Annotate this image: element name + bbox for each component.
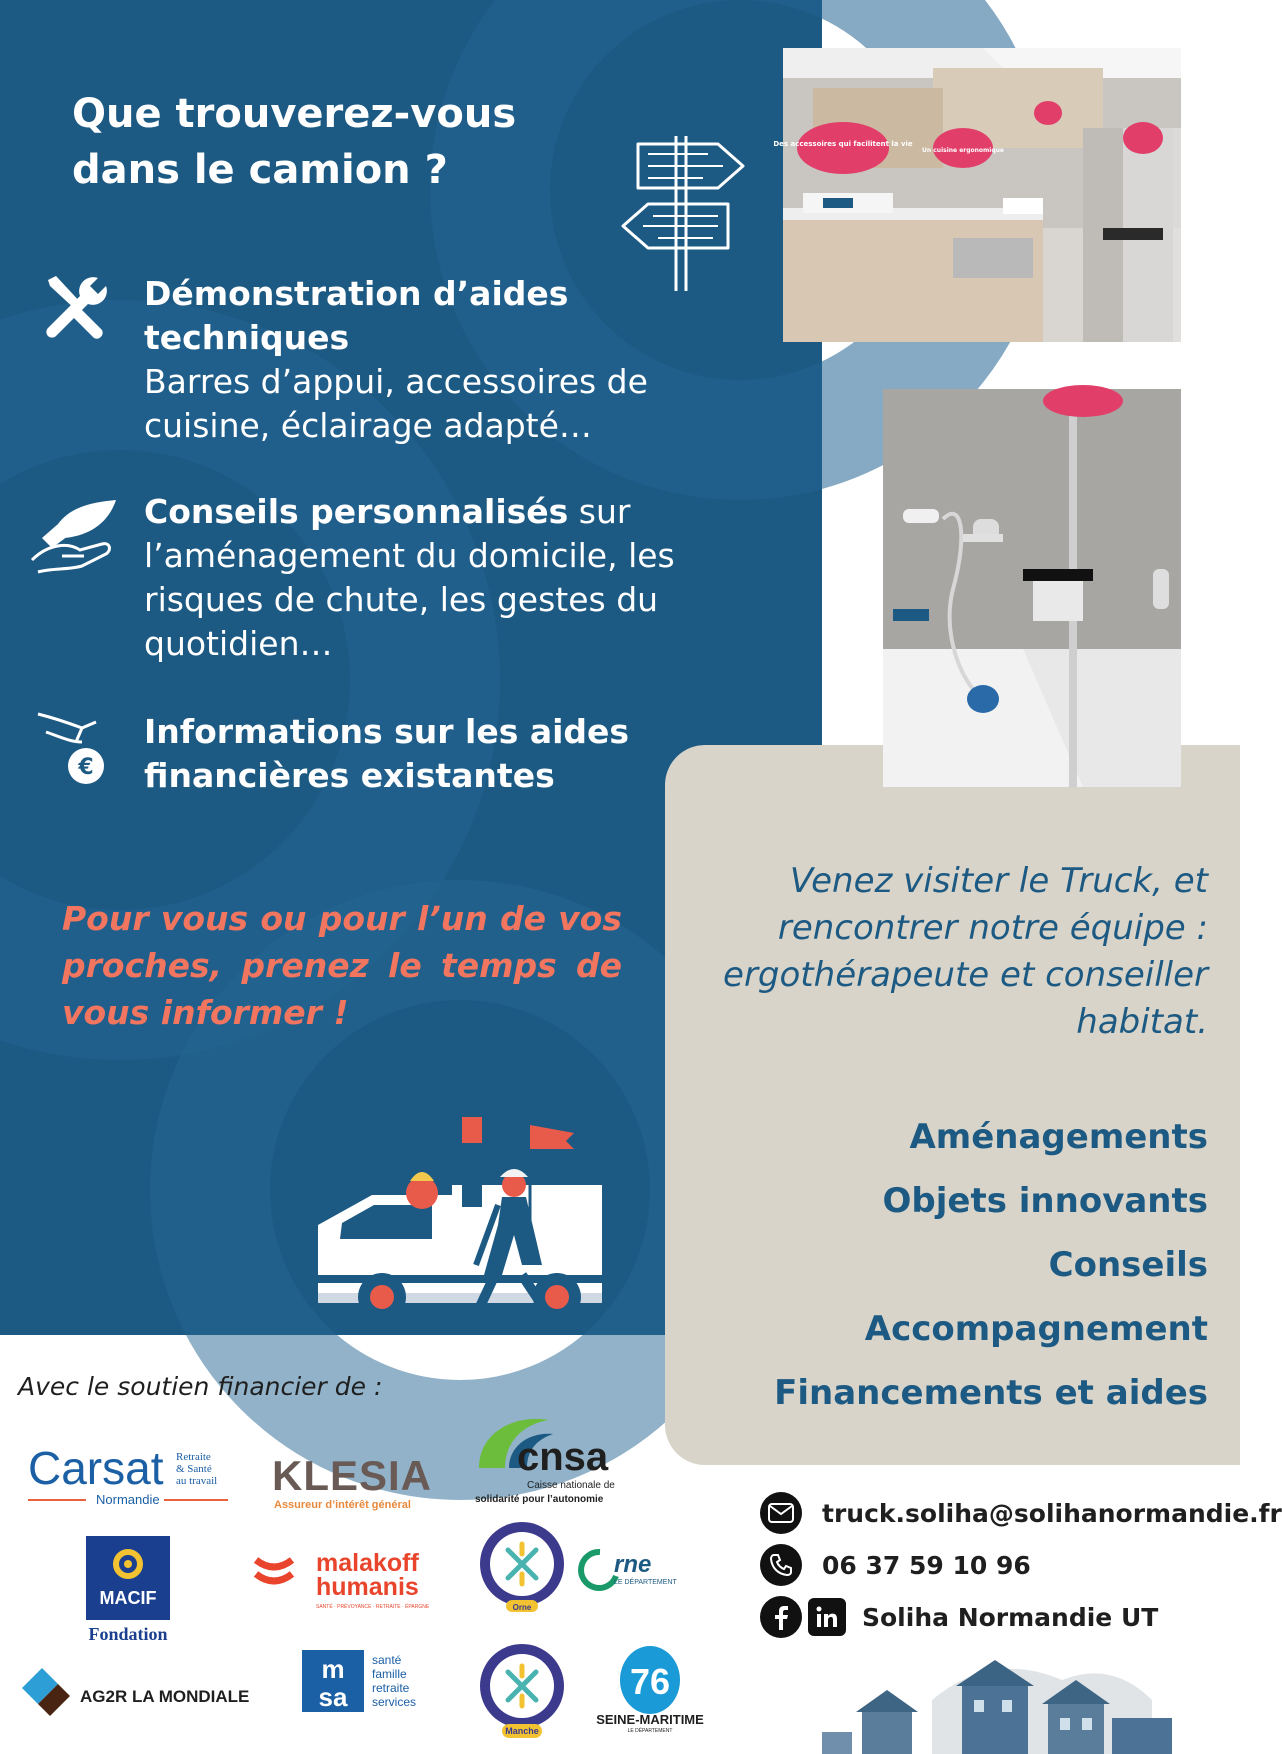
logo-orne: [578, 1546, 690, 1596]
facebook-icon: [760, 1596, 802, 1638]
svg-text:AG2R LA MONDIALE: AG2R LA MONDIALE: [80, 1687, 250, 1706]
svg-text:76: 76: [629, 1661, 671, 1702]
helping-hands-icon: [28, 494, 120, 574]
houses-illustration: [812, 1640, 1202, 1754]
signpost-icon: [618, 126, 748, 296]
svg-text:LE DÉPARTEMENT: LE DÉPARTEMENT: [627, 1728, 673, 1734]
svg-text:SEINE-MARITIME: SEINE-MARITIME: [596, 1712, 704, 1727]
svg-text:cnsa: cnsa: [517, 1435, 609, 1479]
svg-text:€: €: [78, 755, 94, 780]
tagline: Pour vous ou pour l’un de vos proches, prenez le temps de vous informer !: [62, 899, 622, 1032]
svg-text:humanis: humanis: [316, 1573, 419, 1601]
svg-text:SANTÉ · PRÉVOYANCE · RETRAITE: SANTÉ · PRÉVOYANCE · RETRAITE · ÉPARGNE: [316, 1604, 430, 1610]
svg-text:Retraite: Retraite: [176, 1451, 211, 1463]
svg-text:Manche: Manche: [505, 1726, 539, 1736]
contact-phone[interactable]: [760, 1544, 1031, 1586]
social-handle: Soliha Normandie UT: [862, 1602, 1159, 1632]
linkedin-icon: [808, 1598, 846, 1636]
support-label: Avec le soutien financier de :: [18, 1372, 383, 1401]
feature-description: sur l’aménagement du domicile, les risques de chute, les gestes du quotidien…: [144, 492, 675, 663]
svg-text:Assureur d’intérêt général: Assureur d’intérêt général: [274, 1499, 411, 1511]
service-item: Aménagements: [909, 1117, 1208, 1157]
logo-malakoff-humanis: [254, 1548, 434, 1614]
logo-commission-manche: [478, 1636, 566, 1750]
logo-carsat: [28, 1440, 233, 1516]
feature-title: Informations sur les aides financières existantes: [144, 712, 630, 795]
tools-icon: [40, 272, 112, 344]
email-address: truck.soliha@solihanormandie.fr: [822, 1498, 1282, 1528]
euro-coin-icon: [36, 708, 110, 788]
svg-text:solidarité pour l’autonomie: solidarité pour l’autonomie: [475, 1494, 604, 1505]
logo-msa: [302, 1650, 436, 1718]
feature-description: Barres d’appui, accessoires de cuisine, éclairage adapté…: [144, 362, 648, 445]
logo-cnsa: [475, 1412, 635, 1516]
svg-text:LE DÉPARTEMENT: LE DÉPARTEMENT: [614, 1579, 677, 1586]
svg-text:sa: sa: [318, 1682, 348, 1712]
svg-text:rne: rne: [614, 1551, 652, 1578]
bathroom-photo: [883, 389, 1181, 787]
service-item: Objets innovants: [882, 1181, 1208, 1221]
svg-text:famille: famille: [372, 1667, 407, 1681]
svg-text:Normandie: Normandie: [96, 1492, 160, 1507]
service-item: Conseils: [1048, 1245, 1208, 1285]
page-title: Que trouverez-vous dans le camion ?: [72, 91, 517, 193]
svg-text:& Santé: & Santé: [176, 1463, 212, 1475]
phone-number: 06 37 59 10 96: [822, 1550, 1031, 1580]
svg-text:KLESIA: KLESIA: [272, 1452, 433, 1499]
svg-text:malakoff: malakoff: [316, 1549, 419, 1577]
svg-text:services: services: [372, 1695, 417, 1709]
visit-invitation: Venez visiter le Truck, et rencontrer notre équipe : ergothérapeute et conseiller habitat.: [723, 861, 1208, 1042]
feature-title: Démonstration d’aides techniques: [144, 274, 569, 357]
svg-text:santé: santé: [372, 1653, 402, 1667]
svg-text:Fondation: Fondation: [88, 1624, 168, 1644]
svg-text:MACIF: MACIF: [99, 1588, 157, 1608]
logo-ag2r: [18, 1664, 258, 1724]
feature-conseils: [144, 490, 704, 666]
feature-title: Conseils personnalisés: [144, 492, 569, 531]
svg-text:Orne: Orne: [512, 1603, 532, 1612]
service-item: Accompagnement: [864, 1309, 1208, 1349]
svg-text:retraite: retraite: [372, 1681, 410, 1695]
kitchen-photo: [773, 48, 1181, 342]
svg-text:au travail: au travail: [176, 1475, 218, 1487]
truck-illustration: [312, 1105, 612, 1335]
logo-macif: [86, 1536, 186, 1648]
logo-klesia: [272, 1448, 442, 1516]
svg-text:Carsat: Carsat: [28, 1442, 164, 1494]
logo-commission-orne: [478, 1520, 566, 1618]
phone-icon: [760, 1544, 802, 1586]
mail-icon: [760, 1492, 802, 1534]
contact-social[interactable]: [760, 1596, 1158, 1638]
photo-sign-text: Un cuisine ergonomique: [922, 147, 1004, 154]
feature-demonstration: [144, 272, 704, 448]
services-list: [708, 1105, 1208, 1425]
logo-seine-maritime: [596, 1644, 704, 1738]
photo-sign-text: Des accessoires qui facilitent la vie: [773, 140, 913, 148]
svg-text:m: m: [321, 1654, 345, 1684]
svg-text:Caisse nationale de: Caisse nationale de: [527, 1480, 615, 1491]
contact-email[interactable]: [760, 1492, 1282, 1534]
service-item: Financements et aides: [774, 1373, 1208, 1413]
feature-informations: [144, 710, 704, 798]
